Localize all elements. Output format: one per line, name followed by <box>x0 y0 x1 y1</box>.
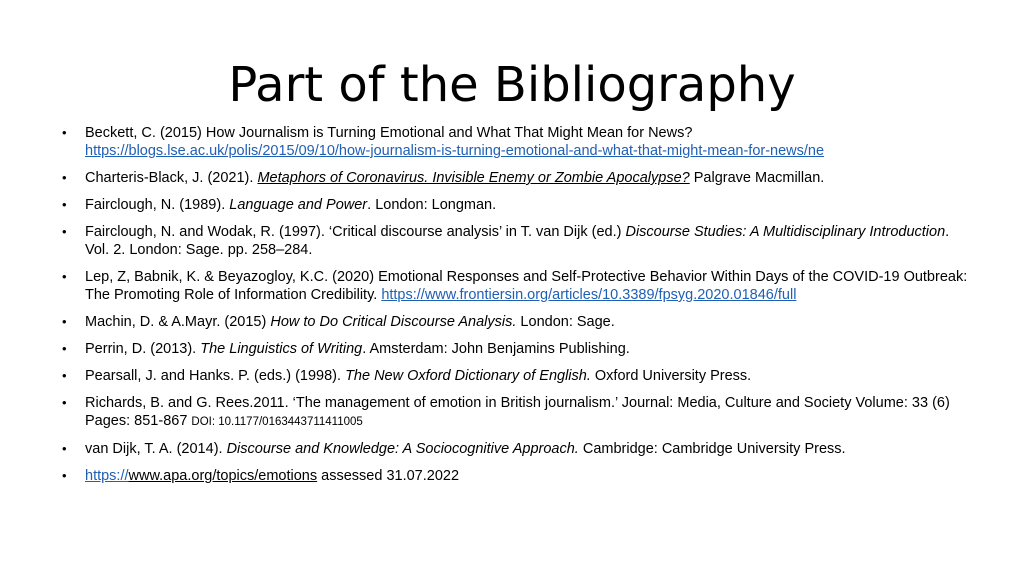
bullet-icon: • <box>62 441 67 456</box>
work-title: The New Oxford Dictionary of English. <box>345 368 591 384</box>
list-item: • Fairclough, N. (1989). Language and Power. London: Longman. <box>62 197 497 213</box>
bullet-icon: • <box>62 341 67 356</box>
work-title: Metaphors of Coronavirus. Invisible Enemy or Zombie Apocalypse? <box>257 170 690 186</box>
list-item: • Richards, B. and G. Rees.2011. ‘The management of emotion in British journalism.’ Journal: Media, Culture and Society Volume: 33 (6) Pages: 851-867 DOI: 10.1177/0163443711411005 <box>62 395 950 429</box>
bullet-icon: • <box>62 269 67 284</box>
bullet-icon: • <box>62 395 67 410</box>
slide-title: Part of the Bibliography <box>228 57 796 113</box>
bullet-icon: • <box>62 170 67 185</box>
list-item: • Beckett, C. (2015) How Journalism is Turning Emotional and What That Might Mean for News? https://blogs.lse.ac.uk/polis/2015/09/10/how-journalism-is-turning-emotional-and-what-that-might-mean-for-news/ne <box>62 125 825 159</box>
list-item: • van Dijk, T. A. (2014). Discourse and Knowledge: A Sociocognitive Approach. Cambridge: Cambridge University Press. <box>62 441 846 457</box>
list-item: • Pearsall, J. and Hanks. P. (eds.) (1998). The New Oxford Dictionary of English. Oxford University Press. <box>62 368 752 384</box>
bullet-icon: • <box>62 468 67 483</box>
work-title: Discourse and Knowledge: A Sociocognitive Approach. <box>226 441 579 457</box>
bullet-icon: • <box>62 197 67 212</box>
bullet-icon: • <box>62 125 67 140</box>
reference-link-prefix[interactable]: https:// <box>85 468 129 484</box>
doi-text: DOI: 10.1177/0163443711411005 <box>191 416 363 428</box>
list-item: • Fairclough, N. and Wodak, R. (1997). ‘Critical discourse analysis’ in T. van Dijk (ed.) Discourse Studies: A Multidisciplinary Introduction. Vol. 2. London: Sage. pp. 258–284. <box>62 224 950 258</box>
list-item: • Charteris-Black, J. (2021). Metaphors of Coronavirus. Invisible Enemy or Zombie Apocalypse? Palgrave Macmillan. <box>62 170 825 186</box>
list-item: • https://www.apa.org/topics/emotions assessed 31.07.2022 <box>62 468 460 484</box>
work-title: The Linguistics of Writing <box>200 341 363 357</box>
reference-link[interactable]: https://www.frontiersin.org/articles/10.3389/fpsyg.2020.01846/full <box>381 287 797 303</box>
bullet-icon: • <box>62 224 67 239</box>
bullet-icon: • <box>62 368 67 383</box>
work-title: How to Do Critical Discourse Analysis. <box>270 314 517 330</box>
reference-link[interactable]: www.apa.org/topics/emotions <box>128 468 318 484</box>
list-item: • Perrin, D. (2013). The Linguistics of Writing. Amsterdam: John Benjamins Publishing. <box>62 341 630 357</box>
bibliography-list <box>62 124 972 494</box>
bullet-icon: • <box>62 314 67 329</box>
work-title: Discourse Studies: A Multidisciplinary Introduction <box>625 224 946 240</box>
list-item: • Machin, D. & A.Mayr. (2015) How to Do Critical Discourse Analysis. London: Sage. <box>62 314 615 330</box>
work-title: Language and Power <box>229 197 368 213</box>
list-item: • Lep, Z, Babnik, K. & Beyazogloy, K.C. (2020) Emotional Responses and Self-Protective Behavior Within Days of the COVID-19 Outbreak: The Promoting Role of Information Credibility. https://www.frontiersin.org/articles/10.3389/fpsyg.2020.01846/full <box>62 269 968 303</box>
reference-link[interactable]: https://blogs.lse.ac.uk/polis/2015/09/10/how-journalism-is-turning-emotional-and-what-that-might-mean-for-news/ne <box>85 143 825 159</box>
